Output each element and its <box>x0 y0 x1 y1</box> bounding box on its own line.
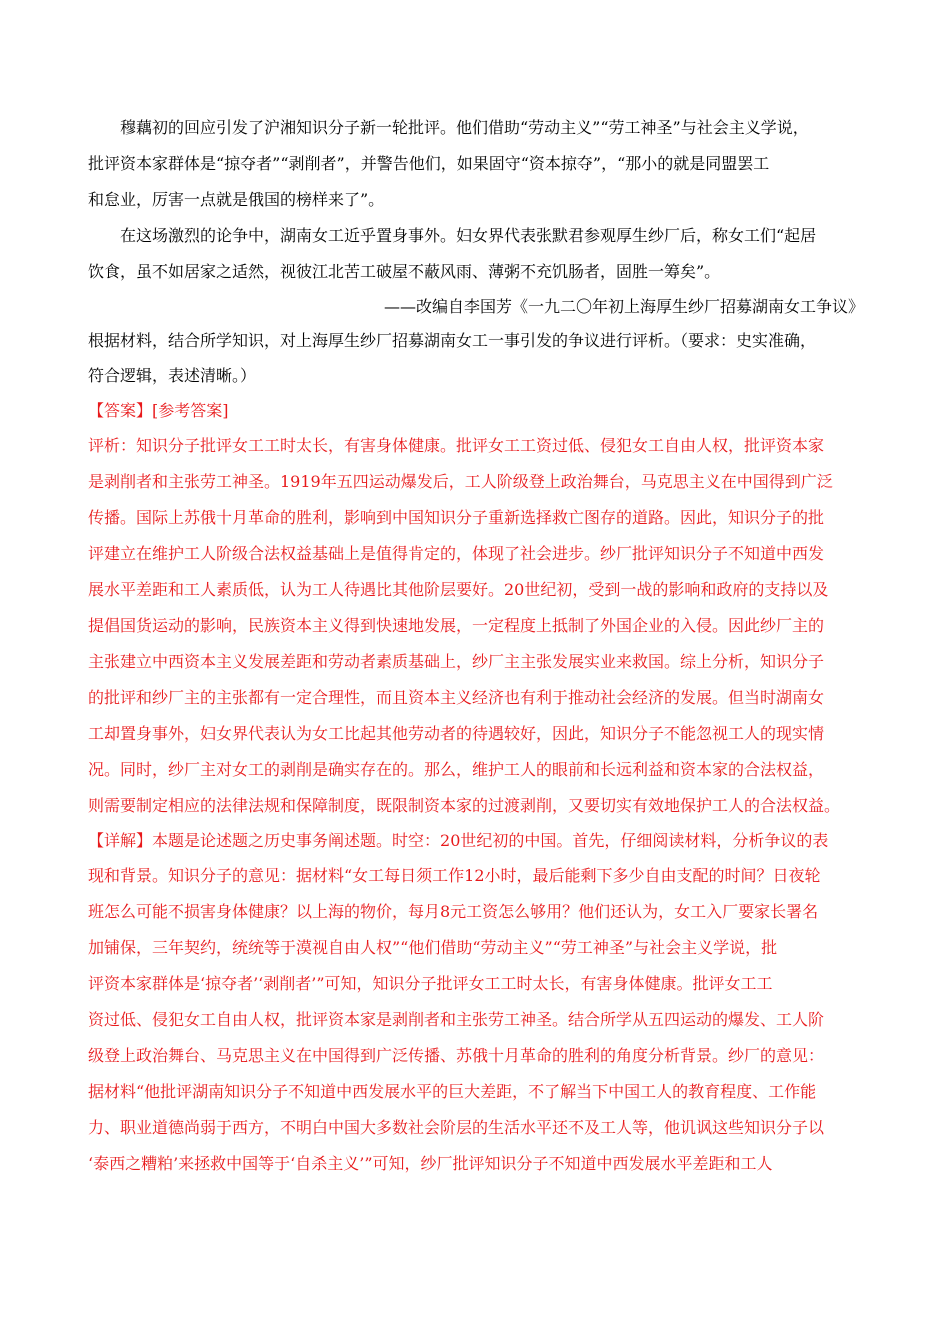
answer-heading <box>88 394 864 428</box>
answer-line: 是剥削者和主张劳工神圣。1919年五四运动爆发后，工人阶级登上政治舞台，马克思主义在中国得到广泛 <box>88 472 833 491</box>
answer-label: 【答案】 <box>88 401 153 420</box>
detail-heading <box>88 824 864 858</box>
detail-line: 现和背景。知识分子的意见：据材料“女工每日须工作12小时，最后能剩下多少自由支配的时间？日夜轮 <box>88 866 821 885</box>
answer-line: 则需要制定相应的法律法规和保障制度，既限制资本家的过渡剥削，又要切实有效地保护工人的合法权益。 <box>88 796 841 815</box>
detail-line: 据材料“他批评湖南知识分子不知道中西发展水平的巨大差距，不了解当下中国工人的教育程度、工作能 <box>88 1082 817 1101</box>
material-line: 饮食，虽不如居家之适然，视彼江北苦工破屋不蔽风雨、薄粥不充饥肠者，固胜一筹矣”。 <box>88 262 721 281</box>
answer-line: 工却置身事外，妇女界代表认为女工比起其他劳动者的待遇较好，因此，知识分子不能忽视工人的现实情 <box>88 724 825 743</box>
detail-line: 力、职业道德尚弱于西方，不明白中国大多数社会阶层的生活水平还不及工人等，他讥讽这些知识分子以 <box>88 1118 825 1137</box>
detail-line: ‘泰西之糟粕’来拯救中国等于‘自杀主义’”可知，纱厂批评知识分子不知道中西发展水平差距和工人 <box>88 1154 773 1173</box>
material-line: 穆藕初的回应引发了沪湘知识分子新一轮批评。他们借助“劳动主义”“劳工神圣”与社会主义学说， <box>120 118 809 137</box>
detail-line: 资过低、侵犯女工自由人权，批评资本家是剥削者和主张劳工神圣。结合所学从五四运动的爆发、工人阶 <box>88 1010 825 1029</box>
answer-line: 况。同时，纱厂主对女工的剥削是确实存在的。那么，维护工人的眼前和长远利益和资本家的合法权益， <box>88 760 825 779</box>
answer-sub-label: [参考答案] <box>152 401 229 420</box>
material-line: 在这场激烈的论争中，湖南女工近乎置身事外。妇女界代表张默君参观厚生纱厂后，称女工们“起居 <box>120 226 817 245</box>
detail-line: 评资本家群体是‘掠夺者’‘剥削者’”可知，知识分子批评女工工时太长，有害身体健康。批评女工工 <box>88 974 773 993</box>
detail-label: 【详解】 <box>88 831 153 850</box>
document-page <box>88 110 864 1182</box>
answer-line: 展水平差距和工人素质低，认为工人待遇比其他阶层要好。20世纪初，受到一战的影响和政府的支持以及 <box>88 580 829 599</box>
answer-line: 评建立在维护工人阶级合法权益基础上是值得肯定的，体现了社会进步。纱厂批评知识分子不知道中西发 <box>88 544 825 563</box>
detail-line: 级登上政治舞台、马克思主义在中国得到广泛传播、苏俄十月革命的胜利的角度分析背景。纱厂的意见： <box>88 1046 825 1065</box>
answer-line: 评析：知识分子批评女工工时太长，有害身体健康。批评女工工资过低、侵犯女工自由人权，批评资本家 <box>88 436 825 455</box>
material-line: 和怠业，厉害一点就是俄国的榜样来了”。 <box>88 190 385 209</box>
answer-line: 的批评和纱厂主的主张都有一定合理性，而且资本主义经济也有利于推动社会经济的发展。但当时湖南女 <box>88 688 825 707</box>
answer-block <box>88 394 864 824</box>
material-source: ——改编自李国芳《一九二〇年初上海厚生纱厂招募湖南女工争议》 <box>383 297 864 316</box>
answer-line: 主张建立中西资本主义发展差距和劳动者素质基础上，纱厂主主张发展实业来救国。综上分析，知识分子 <box>88 652 825 671</box>
question-line: 符合逻辑，表述清晰。） <box>88 366 257 385</box>
material-block <box>88 110 864 324</box>
detail-first-line: 本题是论述题之历史事务阐述题。时空：20世纪初的中国。首先，仔细阅读材料，分析争议的表 <box>152 831 829 850</box>
answer-line: 提倡国货运动的影响，民族资本主义得到快速地发展，一定程度上抵制了外国企业的入侵。因此纱厂主的 <box>88 616 825 635</box>
question-block <box>88 324 864 394</box>
detail-line: 加铺保，三年契约，统统等于漠视自由人权”“他们借助“劳动主义”“劳工神圣”与社会主义学说，批 <box>88 938 778 957</box>
detail-line: 班怎么可能不损害身体健康？以上海的物价，每月8元工资怎么够用？他们还认为，女工入厂要家长署名 <box>88 902 819 921</box>
material-line: 批评资本家群体是“掠夺者”“剥削者”，并警告他们，如果固守“资本掠夺”，“那小的就是同盟罢工 <box>88 154 770 173</box>
detail-block <box>88 824 864 1182</box>
question-line: 根据材料，结合所学知识，对上海厚生纱厂招募湖南女工一事引发的争议进行评析。（要求：史实准确， <box>88 331 817 350</box>
answer-line: 传播。国际上苏俄十月革命的胜利，影响到中国知识分子重新选择救亡图存的道路。因此，知识分子的批 <box>88 508 825 527</box>
